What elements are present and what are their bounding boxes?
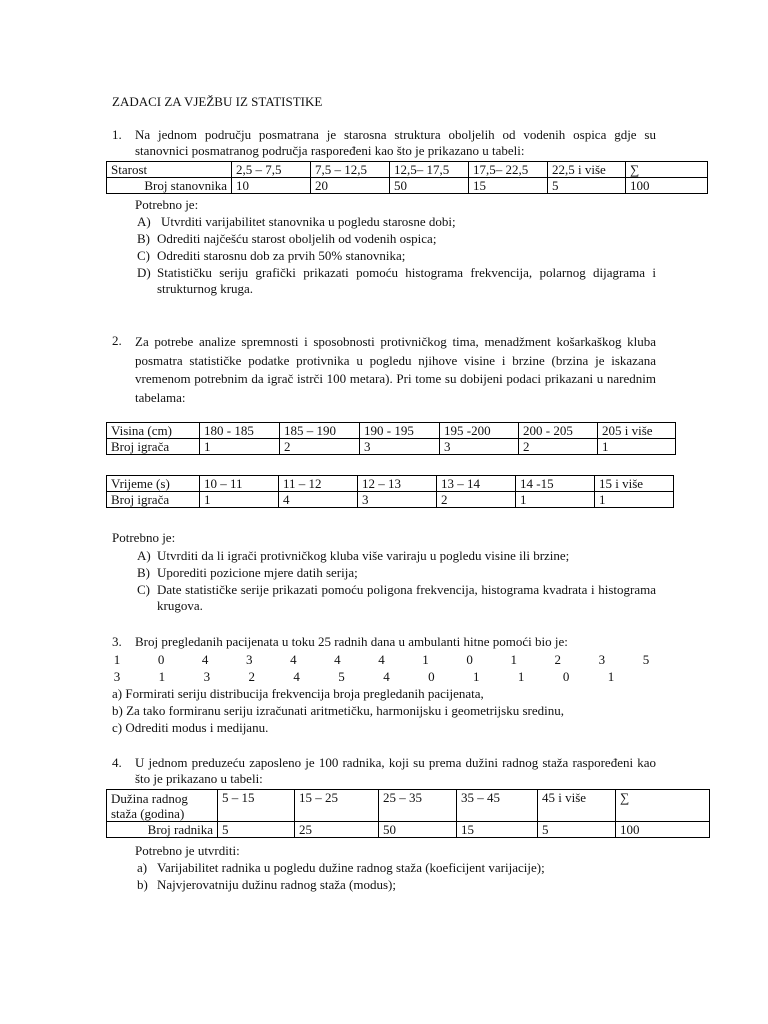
table-cell: 10 – 11	[200, 476, 279, 492]
task-3-item-b: b) Za tako formiranu seriju izračunati aritmetičku, harmonijsku i geometrijsku sredinu,	[112, 703, 564, 718]
table-row	[107, 790, 710, 822]
table-cell: 1	[200, 492, 279, 508]
task-3-data-row-2	[111, 669, 617, 685]
table-cell: 190 - 195	[360, 423, 440, 439]
table-row	[107, 162, 708, 178]
table-cell: 3	[440, 439, 519, 455]
table-cell: 2	[437, 492, 516, 508]
table-cell: 100	[616, 822, 710, 838]
table-cell: ∑	[626, 162, 708, 178]
data-value: 4	[334, 652, 341, 667]
data-value: 1	[422, 652, 429, 667]
task-4-number: 4.	[112, 755, 122, 770]
table-cell: 25	[295, 822, 379, 838]
table-cell: Starost	[107, 162, 232, 178]
table-row	[107, 178, 708, 194]
data-value: 1	[517, 669, 525, 684]
list-item: Varijabilitet radnika u pogledu dužine radnog staža (koeficijent varijacije);	[157, 860, 545, 875]
task-1-required: Potrebno je:	[135, 197, 199, 212]
data-value: 3	[113, 669, 121, 684]
table-cell: 15 i više	[595, 476, 674, 492]
table-cell: 12 – 13	[358, 476, 437, 492]
task-2-required: Potrebno je:	[112, 530, 176, 545]
table-cell: 25 – 35	[379, 790, 457, 822]
table-cell: ∑	[616, 790, 710, 822]
list-item-label: C)	[137, 582, 150, 597]
table-cell: Broj igrača	[107, 492, 200, 508]
table-cell: 15	[469, 178, 548, 194]
table-cell: 35 – 45	[457, 790, 538, 822]
data-value: 3	[245, 652, 253, 667]
table-cell: Broj igrača	[107, 439, 200, 455]
task-2-text: Za potrebe analize spremnosti i sposobnosti protivničkog tima, menadžment košarkaškog kluba posmatra statističke podatke protivnika u pogledu njihove visine i brzine (brzina je iskazana vremenom potrebnim da igrač istrči 100 metara). Pri tome su dobijeni podaci prikazani u narednim tabelama:	[135, 334, 656, 405]
table-cell: 2,5 – 7,5	[232, 162, 311, 178]
list-item-label: C)	[137, 248, 150, 263]
table-cell: 180 - 185	[200, 423, 280, 439]
table-cell: 5 – 15	[218, 790, 295, 822]
data-value: 4	[383, 669, 390, 684]
list-item-label: b)	[137, 877, 148, 892]
list-item: Utvrditi da li igrači protivničkog kluba više variraju u pogledu visine ili brzine;	[157, 548, 570, 563]
list-item: Uporediti pozicione mjere datih serija;	[157, 565, 358, 580]
table-cell: 10	[232, 178, 311, 194]
table-cell: 15 – 25	[295, 790, 379, 822]
table-cell: 185 – 190	[280, 423, 360, 439]
data-value: 1	[113, 652, 121, 667]
height-table	[106, 422, 676, 455]
document-title: ZADACI ZA VJEŽBU IZ STATISTIKE	[112, 94, 323, 109]
table-cell: 1	[598, 439, 676, 455]
table-cell: 17,5– 22,5	[469, 162, 548, 178]
data-value: 5	[642, 652, 650, 667]
table-cell: 200 - 205	[519, 423, 598, 439]
table-row	[107, 476, 674, 492]
task-4-table	[106, 789, 710, 838]
table-cell: 12,5– 17,5	[390, 162, 469, 178]
list-item: Statističku seriju grafički prikazati pomoću histograma frekvencija, polarnog dijagrama i strukturnog kruga.	[157, 265, 656, 296]
table-cell: 5	[538, 822, 616, 838]
table-cell: 100	[626, 178, 708, 194]
task-1-text: Na jednom području posmatrana je starosna struktura oboljelih od vodenih ospica gdje su stanovnici posmatranog područja raspoređeni kao što je prikazano u tabeli:	[135, 127, 656, 158]
table-cell: 22,5 i više	[548, 162, 626, 178]
table-cell: 2	[280, 439, 360, 455]
list-item-label: D)	[137, 265, 151, 280]
data-value: 0	[562, 669, 570, 684]
data-value: 1	[473, 669, 480, 684]
table-cell: 3	[358, 492, 437, 508]
table-cell: 15	[457, 822, 538, 838]
list-item: Najvjerovatniju dužinu radnog staža (modus);	[157, 877, 396, 892]
table-cell: 195 -200	[440, 423, 519, 439]
table-cell: Broj radnika	[107, 822, 218, 838]
table-cell: 3	[360, 439, 440, 455]
data-value: 1	[158, 669, 166, 684]
table-cell: 7,5 – 12,5	[311, 162, 390, 178]
data-value: 4	[290, 652, 297, 667]
task-3-item-a: a) Formirati seriju distribucija frekvencija broja pregledanih pacijenata,	[112, 686, 484, 701]
list-item-label: a)	[137, 860, 148, 875]
time-table	[106, 475, 674, 508]
data-value: 0	[157, 652, 165, 667]
table-cell: 2	[519, 439, 598, 455]
task-2-number: 2.	[112, 333, 122, 348]
table-cell: Broj stanovnika	[107, 178, 232, 194]
table-cell: 50	[390, 178, 469, 194]
data-value: 0	[466, 652, 473, 667]
data-value: 2	[248, 669, 255, 684]
list-item-label: A)	[137, 214, 151, 229]
table-cell: 11 – 12	[279, 476, 358, 492]
table-cell: 1	[516, 492, 595, 508]
data-value: 3	[203, 669, 211, 684]
list-item: Date statističke serije prikazati pomoću poligona frekvencija, histograma kvadrata i histograma krugova.	[157, 582, 656, 613]
table-cell: 50	[379, 822, 457, 838]
task-4-required: Potrebno je utvrditi:	[135, 843, 240, 858]
table-cell: 45 i više	[538, 790, 616, 822]
table-cell: 14 -15	[516, 476, 595, 492]
list-item: Odrediti najčešću starost oboljelih od vodenih ospica;	[157, 231, 437, 246]
table-cell: 13 – 14	[437, 476, 516, 492]
table-cell: Visina (cm)	[107, 423, 200, 439]
data-value: 5	[338, 669, 345, 684]
table-cell: 1	[595, 492, 674, 508]
data-value: 1	[607, 669, 615, 684]
table-row	[107, 439, 676, 455]
data-value: 1	[510, 652, 517, 667]
task-3-item-c: c) Odrediti modus i medijanu.	[112, 720, 269, 735]
list-item-label: B)	[137, 565, 150, 580]
table-cell: Dužina radnog staža (godina)	[107, 790, 218, 822]
table-cell: 1	[200, 439, 280, 455]
data-value: 2	[554, 652, 562, 667]
task-1-number: 1.	[112, 127, 122, 142]
task-1-table	[106, 161, 708, 194]
table-cell: 5	[548, 178, 626, 194]
table-cell: 5	[218, 822, 295, 838]
table-cell: 4	[279, 492, 358, 508]
task-3-data-row-1	[111, 652, 652, 668]
list-item-label: A)	[137, 548, 151, 563]
list-item: Utvrditi varijabilitet stanovnika u pogledu starosne dobi;	[161, 214, 456, 229]
table-cell: 20	[311, 178, 390, 194]
list-item: Odrediti starosnu dob za prvih 50% stanovnika;	[157, 248, 406, 263]
table-row	[107, 423, 676, 439]
table-row	[107, 492, 674, 508]
data-value: 3	[598, 652, 606, 667]
task-4-text: U jednom preduzeću zaposleno je 100 radnika, koji su prema dužini radnog staža raspoređeni kao što je prikazano u tabeli:	[135, 755, 656, 786]
list-item-label: B)	[137, 231, 150, 246]
data-value: 4	[201, 652, 209, 667]
data-value: 0	[428, 669, 435, 684]
data-value: 4	[378, 652, 385, 667]
table-cell: Vrijeme (s)	[107, 476, 200, 492]
data-value: 4	[293, 669, 300, 684]
table-row	[107, 822, 710, 838]
table-cell: 205 i više	[598, 423, 676, 439]
task-3-number: 3.	[112, 634, 122, 649]
task-3-text: Broj pregledanih pacijenata u toku 25 radnih dana u ambulanti hitne pomoći bio je:	[135, 634, 568, 649]
